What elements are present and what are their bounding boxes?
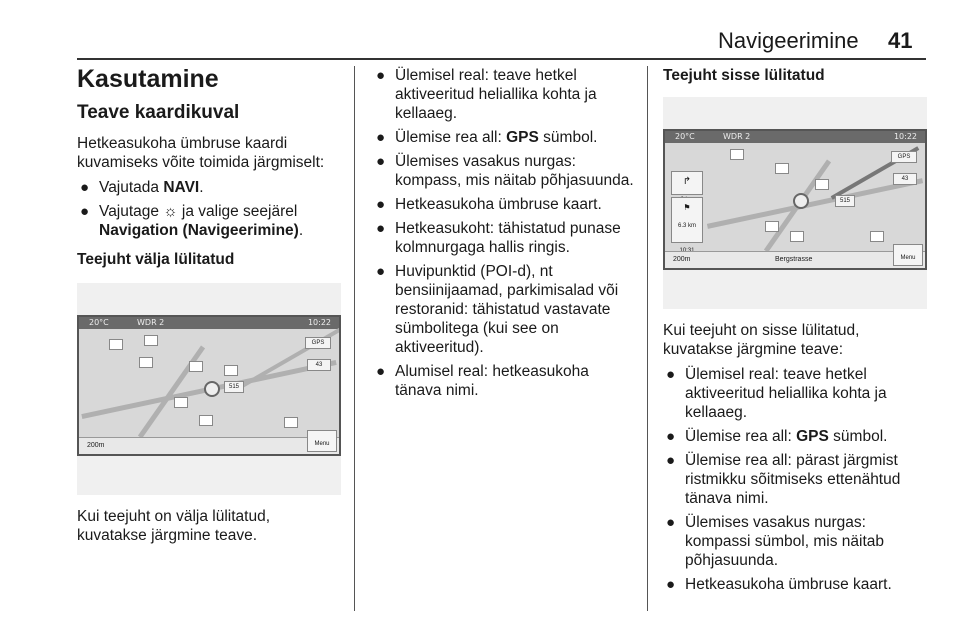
bottom-bar <box>79 437 339 454</box>
menu-button[interactable]: Menu <box>307 430 337 452</box>
current-position-icon <box>793 193 809 209</box>
poi-icon <box>284 417 298 428</box>
bullet-icon: ● <box>80 179 90 196</box>
road-number: 43 <box>307 359 331 371</box>
flag-icon: ⚑ <box>683 203 691 212</box>
text: Huvipunktid (POI-d), nt bensiinijaamad, parkimisalad või restoranid: tähistatud vastavate sümbolitega (kui see on aktiveeritud). <box>395 263 619 356</box>
page-number: 41 <box>888 28 913 53</box>
next-turn-panel <box>671 171 703 195</box>
bullet-icon: ● <box>666 428 676 445</box>
text: Hetkeasukoha ümbruse kaart. <box>395 196 602 213</box>
text: Vajutage <box>99 203 164 220</box>
menu-button[interactable]: Menu <box>893 244 923 266</box>
gps-label: GPS <box>796 428 829 445</box>
list-item <box>663 427 931 446</box>
remaining-distance: 6.3 km <box>677 223 696 229</box>
poi-icon <box>224 365 238 376</box>
gps-indicator: GPS <box>305 337 331 349</box>
poi-icon <box>730 149 744 160</box>
intro-list <box>77 178 343 240</box>
section-heading: Kasutamine <box>77 65 219 93</box>
gps-label: GPS <box>506 129 539 146</box>
road-label: 515 <box>224 381 244 393</box>
road-label: 515 <box>835 195 855 207</box>
info-list <box>663 365 931 594</box>
column-1 <box>77 62 343 545</box>
text: Vajutada <box>99 179 164 196</box>
poi-icon <box>199 415 213 426</box>
map-scale: 200m <box>673 256 691 263</box>
list-item <box>77 178 343 197</box>
page-header-title: Navigeerimine <box>718 28 859 53</box>
poi-icon <box>815 179 829 190</box>
bullet-icon: ● <box>376 220 386 237</box>
road-number: 43 <box>893 173 917 185</box>
list-item <box>373 362 638 400</box>
clock: 10:22 <box>893 132 917 141</box>
temperature: 20°C <box>89 318 109 327</box>
list-item <box>663 513 931 570</box>
column-2 <box>373 66 638 405</box>
text: sümbol. <box>828 428 888 445</box>
text: Ülemise rea all: <box>395 129 507 146</box>
map-screen <box>663 129 927 270</box>
column-divider-2 <box>647 66 648 611</box>
list-item <box>77 202 343 240</box>
list-item <box>373 195 638 214</box>
figure-caption: Teejuht välja lülitatud <box>77 251 235 268</box>
poi-icon <box>775 163 789 174</box>
subsection-heading: Teave kaardikuval <box>77 102 240 123</box>
figure-guidance-off <box>77 283 341 495</box>
bullet-icon: ● <box>666 514 676 531</box>
list-item <box>373 262 638 357</box>
header-rule <box>77 58 926 60</box>
radio-station: WDR 2 <box>137 318 165 327</box>
text: . <box>298 222 304 239</box>
text: sümbol. <box>538 129 598 146</box>
street-name: Bergstrasse <box>775 256 813 263</box>
current-position-icon <box>204 381 220 397</box>
radio-station: WDR 2 <box>723 132 751 141</box>
poi-icon <box>174 397 188 408</box>
bullet-icon: ● <box>666 576 676 593</box>
map-screen <box>77 315 341 456</box>
navi-button-label: NAVI <box>163 179 200 196</box>
text: Ülemises vasakus nurgas: kompass, mis näitab põhjasuunda. <box>395 153 634 189</box>
list-item <box>373 219 638 257</box>
bottom-bar <box>665 251 925 268</box>
text: Ülemisel real: teave hetkel aktiveeritud heliallika kohta ja kellaaeg. <box>395 67 597 122</box>
poi-icon <box>790 231 804 242</box>
bullet-icon: ● <box>376 263 386 280</box>
navigation-menu-label: Navigation (Navigeerimine) <box>99 222 299 239</box>
home-icon: ☼ <box>163 203 178 220</box>
column-3 <box>663 66 931 599</box>
status-bar <box>79 317 339 329</box>
map-scale: 200m <box>87 442 105 449</box>
status-bar <box>665 131 925 143</box>
bullet-icon: ● <box>376 153 386 170</box>
list-item <box>663 575 931 594</box>
text: Ülemise rea all: <box>685 428 797 445</box>
info-list <box>373 66 638 400</box>
bullet-icon: ● <box>80 203 90 220</box>
list-item <box>373 66 638 123</box>
list-item <box>373 152 638 190</box>
temperature: 20°C <box>675 132 695 141</box>
bullet-icon: ● <box>666 366 676 383</box>
clock: 10:22 <box>307 318 331 327</box>
text: Hetkeasukoha ümbruse kaart. <box>685 576 892 593</box>
poi-icon <box>765 221 779 232</box>
bullet-icon: ● <box>376 196 386 213</box>
text: . <box>199 179 204 196</box>
bullet-icon: ● <box>376 363 386 380</box>
text: Hetkeasukoht: tähistatud punase kolmnurgaga hallis ringis. <box>395 220 621 256</box>
list-item <box>663 365 931 422</box>
column-divider-1 <box>354 66 355 611</box>
figure-guidance-on <box>663 97 927 309</box>
turn-arrow-icon: ↱ <box>682 176 692 187</box>
poi-icon <box>144 335 158 346</box>
trip-info-panel <box>671 197 703 243</box>
text: Ülemise rea all: pärast järgmist ristmikku sõitmiseks ettenähtud tänava nimi. <box>685 452 901 507</box>
intro-paragraph: Hetkeasukoha ümbruse kaardi kuvamiseks võite toimida järgmiselt: <box>77 135 325 171</box>
text: Ülemisel real: teave hetkel aktiveeritud heliallika kohta ja kellaaeg. <box>685 366 887 421</box>
poi-icon <box>189 361 203 372</box>
bullet-icon: ● <box>376 67 386 84</box>
bullet-icon: ● <box>376 129 386 146</box>
list-item <box>663 451 931 508</box>
paragraph: Kui teejuht on sisse lülitatud, kuvatakse järgmine teave: <box>663 322 860 358</box>
poi-icon <box>139 357 153 368</box>
text: Alumisel real: hetkeasukoha tänava nimi. <box>395 363 589 399</box>
text: ja valige seejärel <box>177 203 298 220</box>
text: Ülemises vasakus nurgas: kompassi sümbol, mis näitab põhjasuunda. <box>685 514 884 569</box>
figure-caption: Teejuht sisse lülitatud <box>663 67 825 84</box>
poi-icon <box>109 339 123 350</box>
paragraph: Kui teejuht on välja lülitatud, kuvatakse järgmine teave. <box>77 508 271 544</box>
bullet-icon: ● <box>666 452 676 469</box>
list-item <box>373 128 638 147</box>
poi-icon <box>870 231 884 242</box>
gps-indicator: GPS <box>891 151 917 163</box>
